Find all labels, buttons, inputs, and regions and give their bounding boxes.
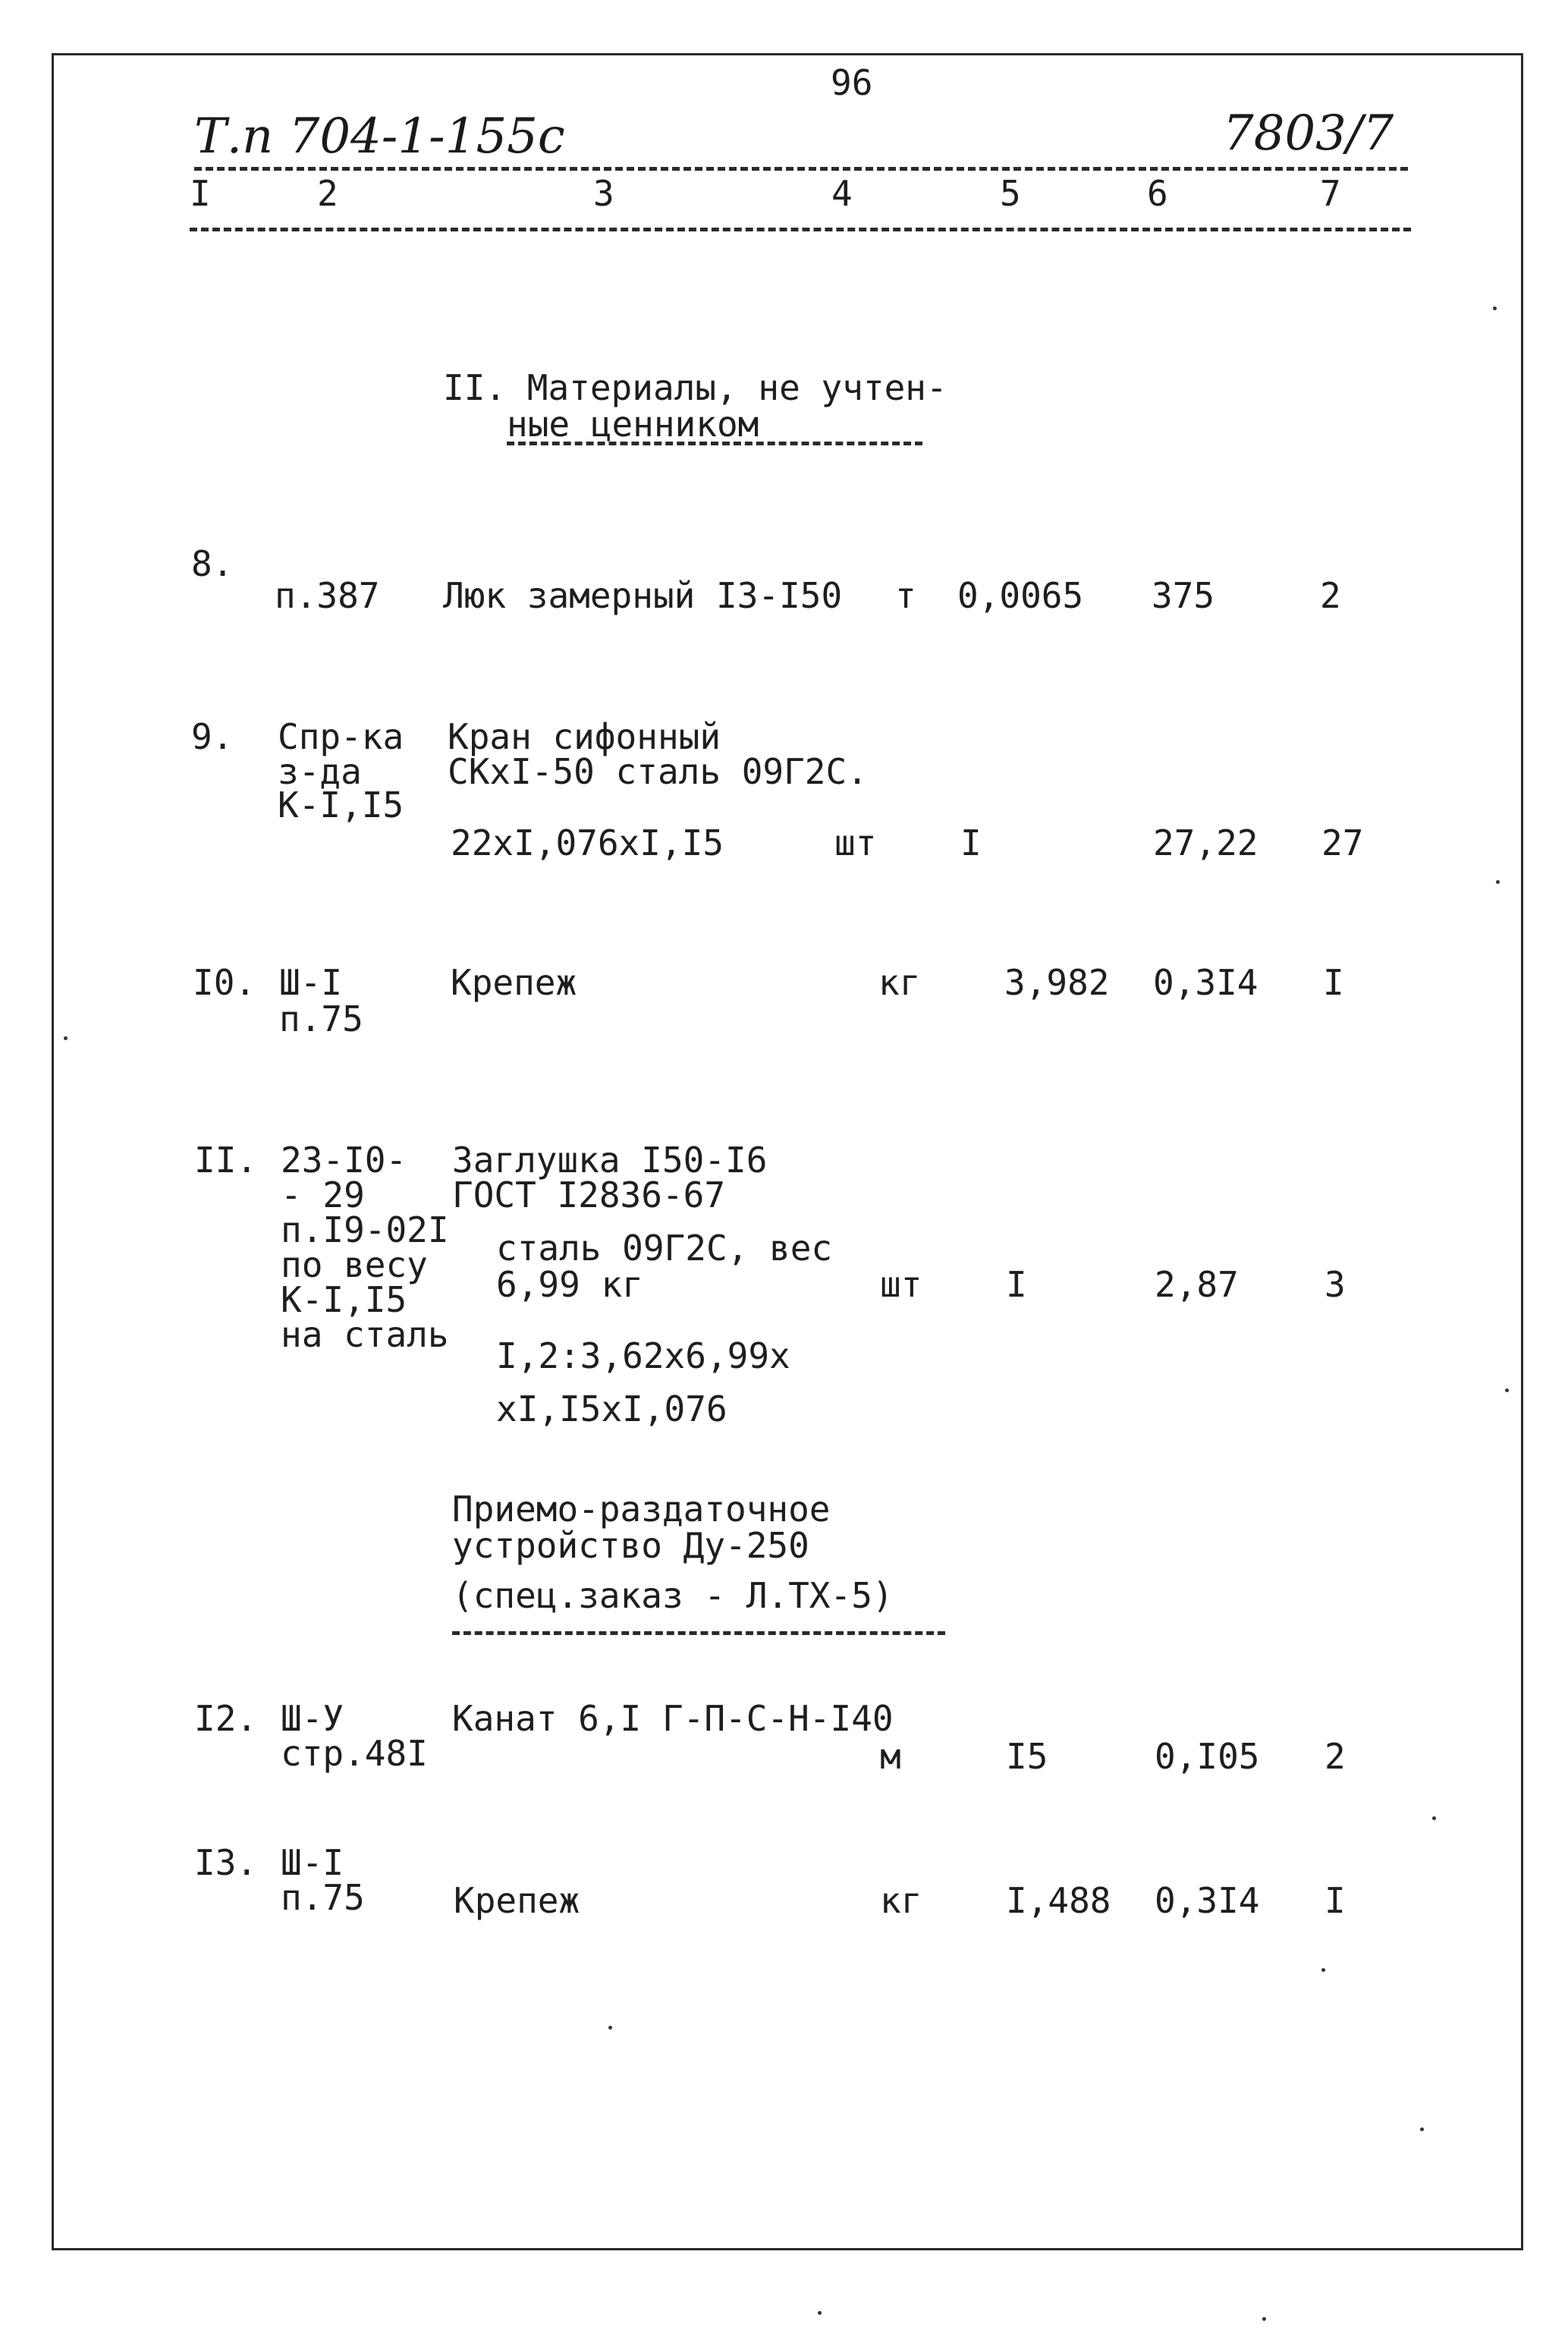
row-description: СКхI-50 сталь 09Г2С. [448, 751, 868, 792]
row-description: Кран сифонный [448, 716, 721, 757]
row-description: I,2:3,62х6,99х [496, 1335, 790, 1376]
section-title-underline [507, 442, 922, 445]
row-reference: Ш-У [281, 1698, 344, 1739]
row-reference: - 29 [281, 1174, 365, 1215]
row-total: 3 [1324, 1264, 1346, 1305]
column-number: 7 [1320, 173, 1341, 214]
row-quantity: I [1006, 1264, 1027, 1305]
page-number: 96 [831, 62, 873, 103]
row-total: 2 [1324, 1736, 1346, 1777]
scan-speck [1432, 1816, 1436, 1820]
scan-speck [64, 1036, 68, 1040]
row-reference: п.I9-02I [281, 1209, 449, 1250]
scan-speck [1496, 880, 1500, 884]
row-total: 27 [1321, 822, 1364, 863]
row-price: 0,I05 [1155, 1736, 1260, 1777]
row-reference: 23-I0- [281, 1140, 407, 1181]
row-reference: стр.48I [281, 1733, 428, 1774]
row-reference: на сталь [281, 1314, 449, 1355]
row-reference: Спр-ка [278, 716, 404, 757]
row-quantity: 3,982 [1004, 962, 1110, 1003]
row-description: сталь 09Г2С, вес [496, 1228, 833, 1269]
row-number: 8. [191, 543, 234, 584]
header-dash-line-bottom [190, 228, 1411, 231]
subheading-line1: Приемо-раздаточное [452, 1489, 831, 1530]
scan-speck [608, 2026, 612, 2030]
row-unit: кг [878, 962, 921, 1003]
row-reference: п.387 [275, 575, 380, 616]
row-quantity: 0,0065 [957, 575, 1084, 616]
subheading-line2: устройство Ду-250 [452, 1525, 809, 1566]
row-price: 0,3I4 [1153, 962, 1258, 1003]
column-number: 5 [1000, 173, 1021, 214]
row-description: Крепеж [454, 1880, 580, 1921]
row-number: I3. [194, 1842, 258, 1883]
row-quantity: I5 [1006, 1736, 1048, 1777]
row-price: 375 [1152, 575, 1215, 616]
subheading-line3: (спец.заказ - Л.ТХ-5) [452, 1575, 894, 1616]
row-reference: п.75 [281, 1877, 365, 1918]
row-number: II. [194, 1140, 258, 1181]
document-number: 7803/7 [1223, 105, 1394, 162]
row-description: 6,99 кг [496, 1264, 643, 1305]
header-dash-line-top [194, 167, 1408, 171]
row-reference: з-да [278, 751, 362, 792]
document-code: Т.п 704-1-155с [194, 108, 565, 165]
row-quantity: I [960, 822, 982, 863]
scan-speck [818, 2311, 822, 2315]
row-number: 9. [191, 716, 234, 757]
scan-speck [1420, 2127, 1424, 2131]
section-title-line2: ные ценником [507, 404, 759, 445]
row-description: 22хI,076хI,I5 [451, 822, 724, 863]
row-description: Заглушка I50-I6 [452, 1140, 768, 1181]
scan-speck [1505, 1388, 1509, 1392]
column-number: 4 [831, 173, 853, 214]
row-price: 0,3I4 [1155, 1880, 1260, 1921]
row-number: I0. [193, 962, 256, 1003]
row-unit: м [880, 1736, 901, 1777]
row-total: 2 [1320, 575, 1341, 616]
row-reference: Ш-I [281, 1842, 344, 1883]
row-total: I [1323, 962, 1344, 1003]
row-unit: кг [880, 1880, 922, 1921]
row-reference: К-I,I5 [281, 1279, 407, 1320]
row-unit: шт [880, 1264, 922, 1305]
row-reference: по весу [281, 1244, 428, 1285]
row-description: Люк замерный I3-I50 [443, 575, 843, 616]
subheading-underline [452, 1631, 945, 1635]
row-unit: шт [834, 822, 877, 863]
row-reference: п.75 [279, 998, 363, 1039]
row-price: 27,22 [1153, 822, 1258, 863]
row-description: ГОСТ I2836-67 [452, 1174, 726, 1215]
column-number: 6 [1147, 173, 1168, 214]
row-price: 2,87 [1155, 1264, 1239, 1305]
row-reference: Ш-I [279, 962, 343, 1003]
column-number: I [190, 173, 211, 214]
section-title-line1: II. Материалы, не учтен- [443, 367, 947, 408]
row-unit: т [895, 575, 916, 616]
row-description: Крепеж [451, 962, 577, 1003]
scan-speck [1321, 1968, 1325, 1972]
column-number: 2 [317, 173, 338, 214]
row-quantity: I,488 [1006, 1880, 1111, 1921]
row-number: I2. [194, 1698, 258, 1739]
row-description: хI,I5хI,076 [496, 1388, 727, 1429]
scan-speck [1493, 307, 1497, 310]
column-number: 3 [593, 173, 614, 214]
scan-speck [1262, 2317, 1266, 2321]
row-description: Канат 6,I Г-П-С-Н-I40 [452, 1698, 894, 1739]
row-total: I [1324, 1880, 1346, 1921]
row-reference: К-I,I5 [278, 785, 404, 825]
